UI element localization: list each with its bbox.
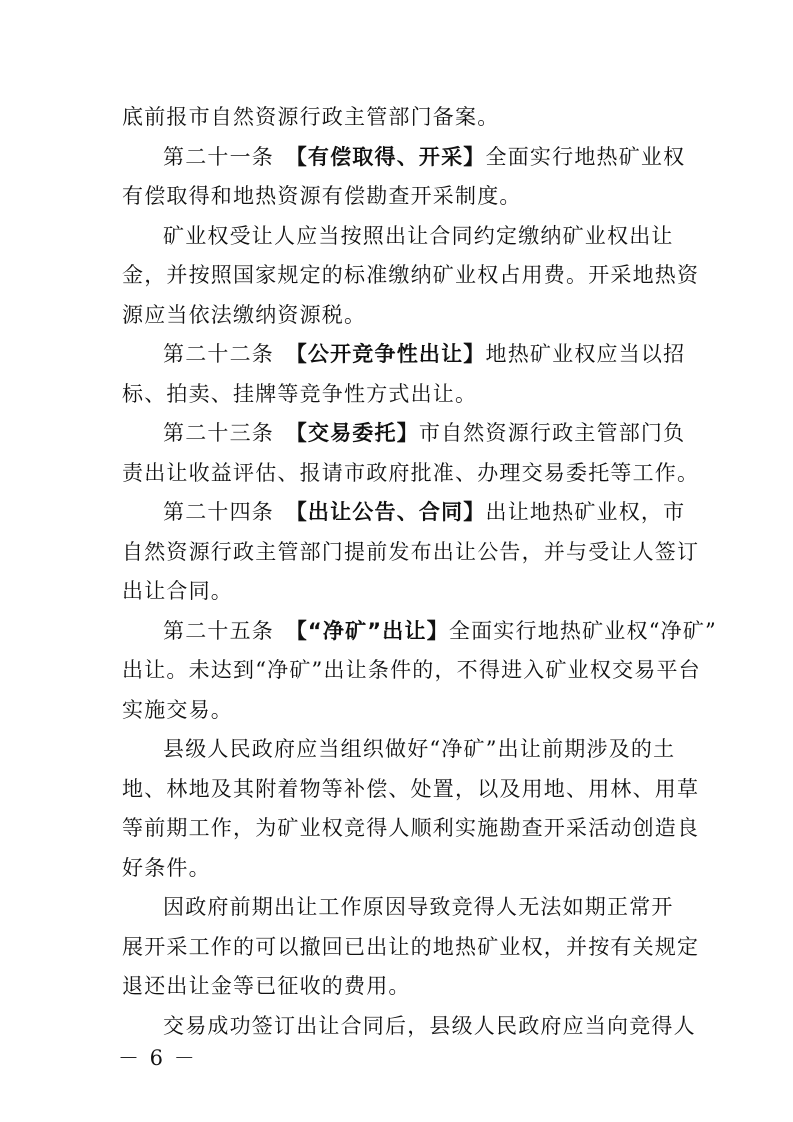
article-24-heading bbox=[163, 492, 685, 532]
text-line: 展开采工作的可以撤回已出让的地热矿业权，并按有关规定 bbox=[122, 934, 700, 959]
article-number: 第二十五条 bbox=[163, 618, 297, 643]
page-number: － 6 － bbox=[118, 1046, 197, 1070]
text-line: 出让合同。 bbox=[122, 579, 233, 603]
text-line: 出让。未达到“净矿”出让条件的，不得进入矿业权交易平台 bbox=[122, 658, 701, 682]
article-22-heading bbox=[163, 334, 685, 374]
article-23-heading bbox=[163, 413, 685, 453]
text-line: 底前报市自然资源行政主管部门备案。 bbox=[122, 105, 500, 129]
article-number: 第二十一条 bbox=[163, 144, 297, 169]
article-text: 出让地热矿业权，市 bbox=[485, 500, 686, 524]
text-line: 矿业权受让人应当按照出让合同约定缴纳矿业权出让 bbox=[163, 223, 674, 248]
article-21-heading bbox=[163, 137, 685, 177]
article-text: 市自然资源行政主管部门负 bbox=[418, 421, 686, 445]
text-line: 地、林地及其附着物等补偿、处置，以及用地、用林、用草 bbox=[122, 776, 700, 801]
article-number: 第二十二条 bbox=[163, 342, 297, 366]
article-title: 【出让公告、合同】 bbox=[296, 500, 486, 524]
text-line: 等前期工作，为矿业权竞得人顺利实施勘查开采活动创造良 bbox=[122, 816, 700, 840]
text-line: 因政府前期出让工作原因导致竞得人无法如期正常开 bbox=[163, 895, 674, 919]
article-text: 全面实行地热矿业权“净矿” bbox=[448, 618, 717, 643]
text-line: 县级人民政府应当组织做好“净矿”出让前期涉及的土 bbox=[163, 737, 676, 761]
text-line: 退还出让金等已征收的费用。 bbox=[122, 974, 411, 998]
article-text: 地热矿业权应当以招 bbox=[485, 342, 686, 366]
text-line: 标、拍卖、挂牌等竞争性方式出让。 bbox=[122, 381, 478, 406]
article-title: 【公开竞争性出让】 bbox=[296, 342, 486, 366]
article-25-heading bbox=[163, 611, 717, 651]
text-line: 责出让收益评估、报请市政府批准、办理交易委托等工作。 bbox=[122, 460, 700, 485]
article-title: 【交易委托】 bbox=[296, 421, 419, 445]
text-line: 好条件。 bbox=[122, 855, 211, 880]
article-number: 第二十三条 bbox=[163, 421, 297, 445]
article-title: 【“净矿”出让】 bbox=[296, 618, 449, 643]
text-line: 有偿取得和地热资源有偿勘查开采制度。 bbox=[122, 184, 522, 208]
text-line: 金，并按照国家规定的标准缴纳矿业权占用费。开采地热资 bbox=[122, 263, 700, 287]
article-title: 【有偿取得、开采】 bbox=[296, 144, 486, 169]
text-line: 交易成功签订出让合同后，县级人民政府应当向竞得人 bbox=[163, 1013, 696, 1038]
article-number: 第二十四条 bbox=[163, 500, 297, 524]
text-line: 自然资源行政主管部门提前发布出让公告，并与受让人签订 bbox=[122, 539, 700, 564]
text-line: 实施交易。 bbox=[122, 697, 233, 722]
article-text: 全面实行地热矿业权 bbox=[485, 144, 686, 169]
text-line: 源应当依法缴纳资源税。 bbox=[122, 302, 367, 327]
